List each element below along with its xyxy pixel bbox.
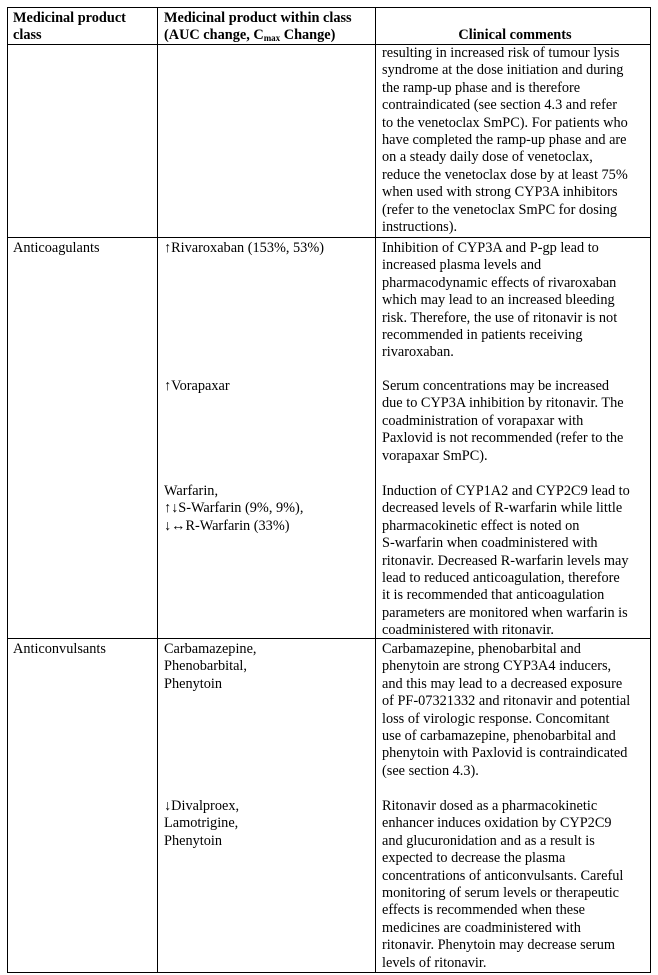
comment-entry: Ritonavir dosed as a pharmacokinetic enhancer induces oxidation by CYP2C9 and glucuronidation and as a result is expected to decrease the plasma concentrations of anticonvulsants. Careful monitoring of serum levels or therapeutic effects is recommended when these medicines are coadministered with ritonavir. Phenytoin may decrease serum levels of ritonavir.	[382, 798, 624, 971]
product-class-cell	[8, 45, 158, 237]
table-row	[8, 45, 650, 238]
header-clinical-comments: Clinical comments	[458, 26, 572, 43]
comment-entry: Induction of CYP1A2 and CYP2C9 lead to decreased levels of R-warfarin while little pharmacokinetic effect is noted on S-warfarin when coadministered with ritonavir. Decreased R-warfarin levels may lead to reduced anticoagulation, therefore it is recommended that anticoagulation parameters are monitored when warfarin is coadministered with ritonavir.	[382, 483, 630, 639]
product-entry: Carbamazepine, Phenobarbital, Phenytoin	[164, 641, 257, 692]
product-cell	[158, 238, 376, 638]
product-class-cell: Anticonvulsants	[8, 639, 158, 972]
product-entry: ↑Rivaroxaban (153%, 53%)	[164, 240, 325, 256]
product-entry: Warfarin, ↑↓S-Warfarin (9%, 9%), ↓↔R-Warfarin (33%)	[164, 483, 304, 534]
header-product-within-class	[158, 8, 376, 44]
header-change-text: Change)	[280, 27, 336, 44]
table-row	[8, 238, 650, 639]
header-product-within-class-line1: Medicinal product within class	[164, 10, 352, 26]
table-header-row	[8, 8, 650, 45]
comment-entry: Carbamazepine, phenobarbital and phenytoin are strong CYP3A4 inducers, and this may lead to a decreased exposure of PF-07321332 and ritonavir and potential loss of virologic response. Concomitant use of carbamazepine, phenobarbital and phenytoin with Paxlovid is contraindicated (see section 4.3).	[382, 641, 631, 779]
product-entry: ↑Vorapaxar	[164, 378, 230, 394]
clinical-comment-cell	[376, 238, 650, 638]
interactions-table	[7, 7, 651, 973]
product-cell	[158, 45, 376, 237]
product-class-cell: Anticoagulants	[8, 238, 158, 638]
header-product-class: Medicinal product class	[8, 8, 158, 44]
table-row	[8, 639, 650, 972]
product-entry: ↓Divalproex, Lamotrigine, Phenytoin	[164, 798, 240, 849]
comment-entry: Serum concentrations may be increased due to CYP3A inhibition by ritonavir. The coadministration of vorapaxar with Paxlovid is not recommended (refer to the vorapaxar SmPC).	[382, 378, 624, 464]
product-cell	[158, 639, 376, 972]
clinical-comment-cell	[376, 639, 650, 972]
clinical-comment-cell: resulting in increased risk of tumour lysis syndrome at the dose initiation and during the ramp-up phase and is therefore contraindicated (see section 4.3 and refer to the venetoclax SmPC). For patients who have completed the ramp-up phase and are on a steady daily dose of venetoclax, reduce the venetoclax dose by at least 75% when used with strong CYP3A inhibitors (refer to the venetoclax SmPC for dosing instructions).	[382, 45, 628, 236]
header-auc-text: (AUC change, C	[164, 27, 264, 44]
comment-entry: Inhibition of CYP3A and P-gp lead to increased plasma levels and pharmacodynamic effects of rivaroxaban which may lead to an increased bleeding risk. Therefore, the use of ritonavir is not recommended in patients receiving rivaroxaban.	[382, 240, 618, 361]
header-cmax-subscript: max	[263, 33, 281, 44]
